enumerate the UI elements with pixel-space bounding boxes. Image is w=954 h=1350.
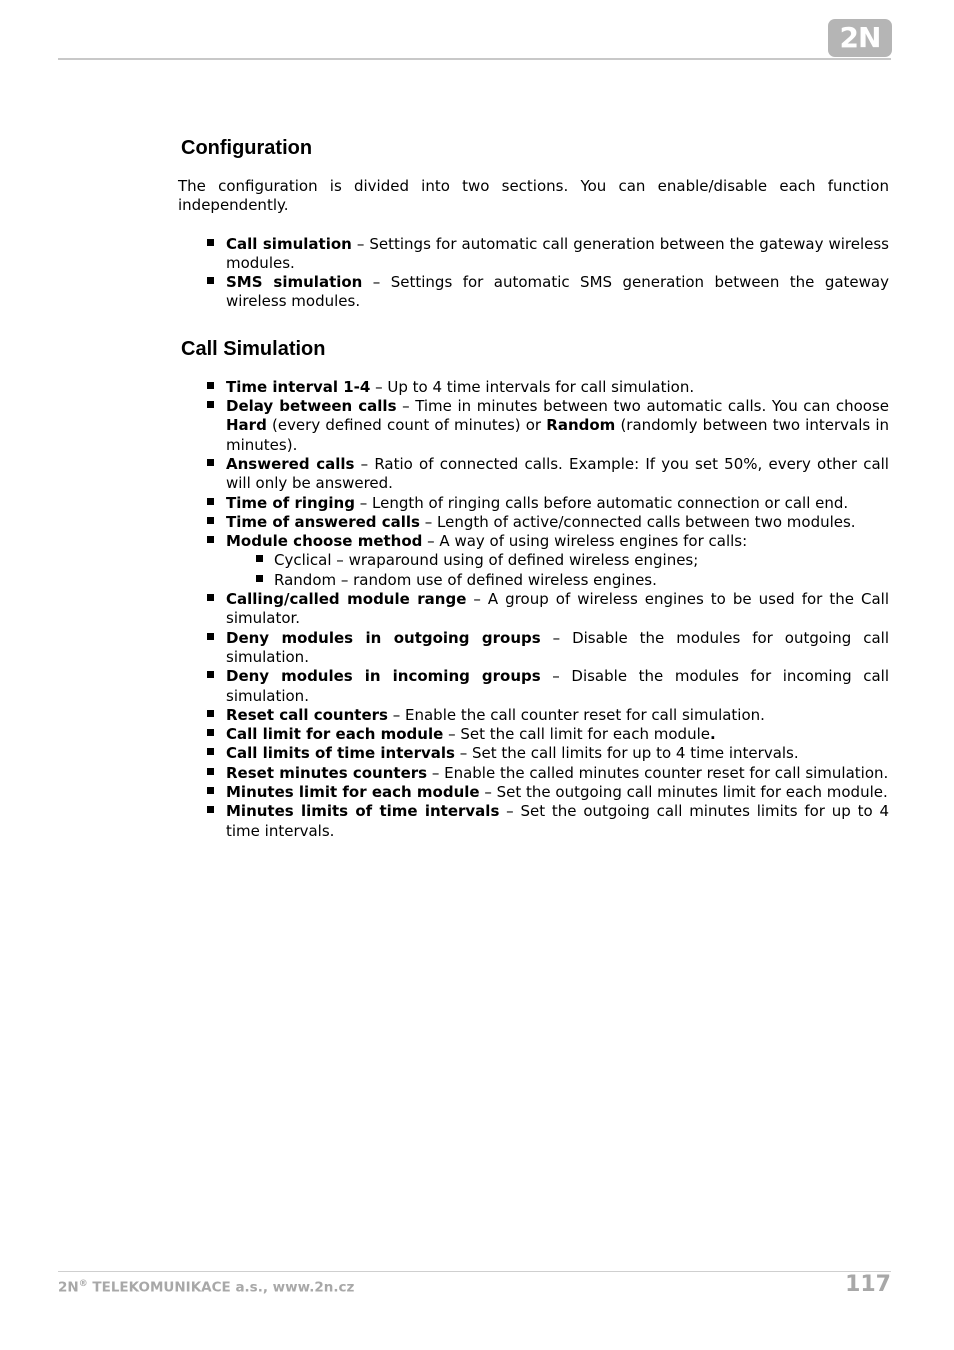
item-term: Delay between calls: [226, 397, 397, 416]
item-desc: – Settings for automatic SMS generation between the gateway wireless modules.: [226, 273, 889, 311]
list-item: [226, 802, 889, 841]
list-item: [226, 706, 889, 725]
item-term: Reset call counters: [226, 705, 388, 724]
item-desc: – Enable the called minutes counter reset for call simulation.: [427, 763, 889, 782]
item-term: SMS simulation: [226, 273, 363, 292]
item-term: Deny modules in incoming groups: [226, 667, 541, 686]
item-term: Call simulation: [226, 234, 352, 253]
list-item: [226, 494, 889, 513]
item-desc: (randomly between two intervals in minutes).: [226, 416, 889, 454]
item-term: Call limit for each module: [226, 725, 444, 744]
list-item: [226, 744, 889, 763]
sub-list: [274, 551, 889, 590]
option-random: Random: [546, 416, 616, 435]
item-term: Deny modules in outgoing groups: [226, 628, 541, 647]
page-number: 117: [845, 1272, 891, 1297]
configuration-intro: The configuration is divided into two sections. You can enable/disable each function independently.: [178, 177, 889, 215]
section-title-configuration: Configuration: [181, 137, 313, 159]
registered-mark: ®: [78, 1279, 88, 1289]
list-item: [226, 764, 889, 783]
item-desc: – Disable the modules for outgoing call simulation.: [226, 628, 889, 666]
item-term: Reset minutes counters: [226, 763, 428, 782]
item-desc: – Enable the call counter reset for call simulation.: [387, 705, 765, 724]
footer-rule: [58, 1271, 891, 1272]
list-item: [226, 397, 889, 455]
footer-company-name: TELEKOMUNIKACE a.s., www.2n.cz: [87, 1279, 355, 1296]
item-desc: – Ratio of connected calls. Example: If you set 50%, every other call will only be answered.: [226, 454, 889, 493]
footer-brand: 2N: [58, 1279, 79, 1296]
item-term: Answered calls: [226, 454, 355, 473]
item-end: .: [709, 725, 716, 744]
item-desc: – Time in minutes between two automatic calls. You can choose: [396, 397, 890, 416]
list-item: [226, 235, 889, 274]
item-desc: – Disable the modules for incoming call simulation.: [226, 667, 889, 705]
brand-logo: 2N: [828, 19, 892, 57]
configuration-list: [226, 235, 889, 312]
item-desc: – Set the call limits for up to 4 time intervals.: [454, 744, 799, 763]
sub-list-item: Random – random use of defined wireless engines.: [274, 571, 889, 590]
item-desc: (every defined count of minutes) or: [266, 416, 547, 435]
item-term: Time of ringing: [226, 493, 355, 512]
call-simulation-list: [226, 378, 889, 841]
item-desc: – Set the outgoing call minutes limit for each module.: [479, 783, 888, 802]
item-desc: – Settings for automatic call generation between the gateway wireless modules.: [226, 234, 889, 272]
item-desc: – Set the call limit for each module: [443, 725, 710, 744]
item-term: Calling/called module range: [226, 590, 467, 609]
footer-company: [58, 1279, 354, 1296]
item-desc: – Length of active/connected calls between two modules.: [419, 512, 856, 531]
item-term: Minutes limits of time intervals: [226, 802, 500, 821]
item-term: Call limits of time intervals: [226, 744, 455, 763]
list-item: [226, 273, 889, 312]
header-rule: [58, 58, 891, 60]
item-desc: – Up to 4 time intervals for call simulation.: [370, 377, 695, 396]
list-item: [226, 590, 889, 629]
list-item: [226, 629, 889, 668]
list-item: [226, 725, 889, 744]
list-item: [226, 513, 889, 532]
item-desc: – Length of ringing calls before automatic connection or call end.: [354, 493, 849, 512]
item-desc: – Set the outgoing call minutes limits for up to 4 time intervals.: [226, 802, 890, 840]
list-item: [226, 455, 889, 494]
list-item: [226, 532, 889, 590]
option-hard: Hard: [226, 416, 267, 435]
page-content: [178, 134, 889, 841]
list-item: [226, 378, 889, 397]
section-title-call-simulation: Call Simulation: [181, 337, 326, 360]
item-term: Time interval 1-4: [226, 377, 371, 396]
sub-list-item: Cyclical – wraparound using of defined wireless engines;: [274, 551, 889, 570]
list-item: [226, 783, 889, 802]
item-term: Module choose method: [226, 532, 423, 551]
item-term: Time of answered calls: [226, 512, 420, 531]
list-item: [226, 667, 889, 706]
item-term: Minutes limit for each module: [226, 783, 480, 802]
item-desc: – A way of using wireless engines for calls:: [422, 532, 748, 551]
item-desc: – A group of wireless engines to be used for the Call simulator.: [226, 590, 889, 628]
